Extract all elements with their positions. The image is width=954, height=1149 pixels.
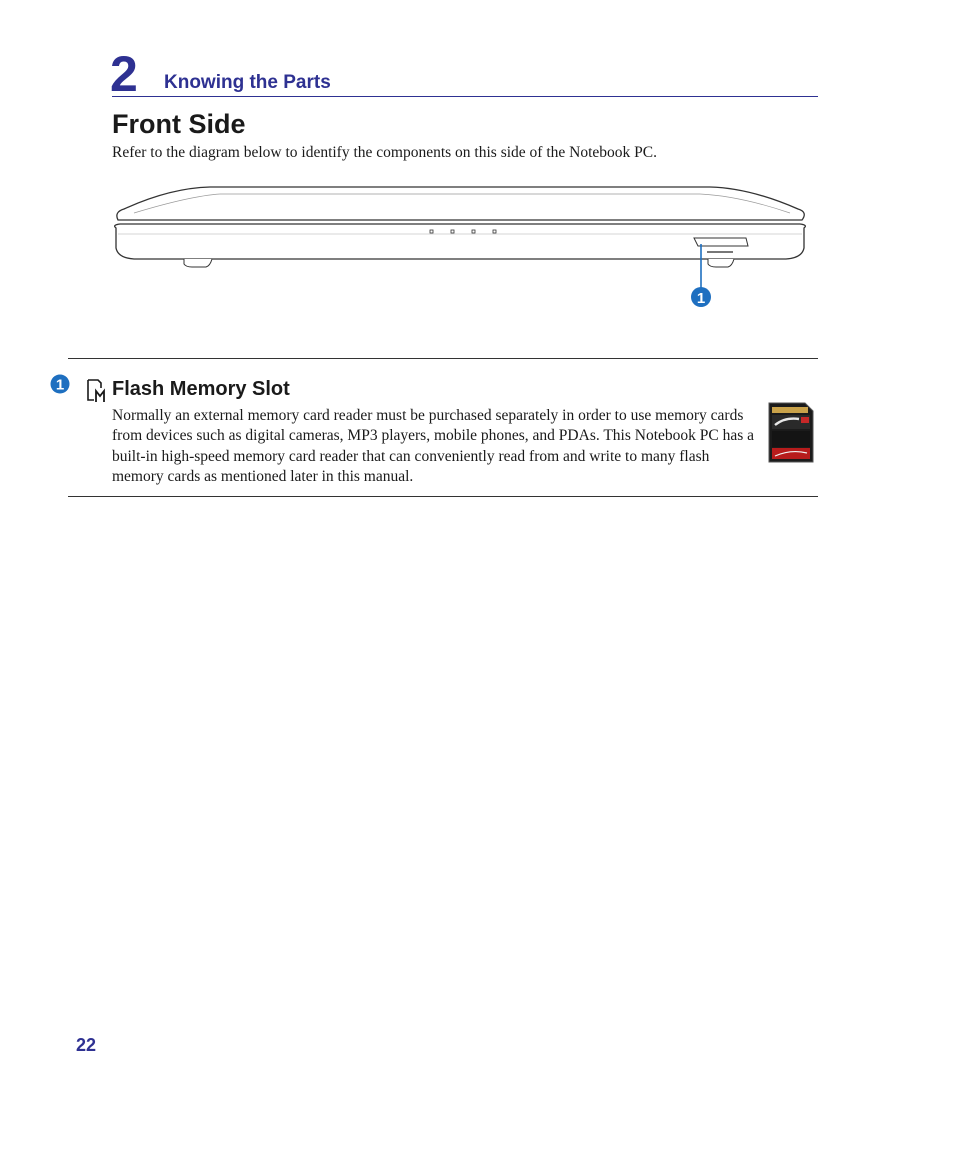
svg-text:1: 1 bbox=[55, 376, 65, 394]
callout-number: 1 bbox=[696, 290, 706, 307]
laptop-lid bbox=[117, 187, 804, 220]
item-description: Normally an external memory card reader must be purchased separately in order to use memory cards from devices such as digital cameras, MP3 players, mobile phones, and PDAs. This Notebook PC has a built-in high-speed memory card reader that can conveniently read from and write to many flash memory cards as mentioned later in this manual. bbox=[112, 407, 755, 485]
card-slot bbox=[694, 238, 748, 246]
laptop-foot bbox=[708, 259, 734, 267]
card-slot-label bbox=[707, 251, 733, 253]
flash-memory-slot-icon bbox=[86, 378, 108, 404]
item-title: Flash Memory Slot bbox=[112, 378, 290, 400]
indicator-light bbox=[430, 230, 433, 233]
indicator-light bbox=[472, 230, 475, 233]
item-number-marker bbox=[50, 374, 70, 394]
sd-card-image bbox=[767, 401, 815, 464]
table-rule-bottom bbox=[68, 496, 818, 497]
page-number: 22 bbox=[76, 1035, 97, 1055]
indicator-light bbox=[493, 230, 496, 233]
table-rule-top bbox=[68, 358, 818, 359]
chapter-number: 2 bbox=[110, 46, 138, 102]
chapter-title: Knowing the Parts bbox=[164, 72, 331, 93]
indicator-light bbox=[451, 230, 454, 233]
intro-text: Refer to the diagram below to identify the components on this side of the Notebook PC. bbox=[112, 144, 657, 161]
section-title: Front Side bbox=[112, 109, 246, 139]
laptop-foot bbox=[184, 259, 212, 267]
laptop-front-diagram bbox=[110, 182, 810, 312]
header-rule bbox=[112, 96, 818, 97]
